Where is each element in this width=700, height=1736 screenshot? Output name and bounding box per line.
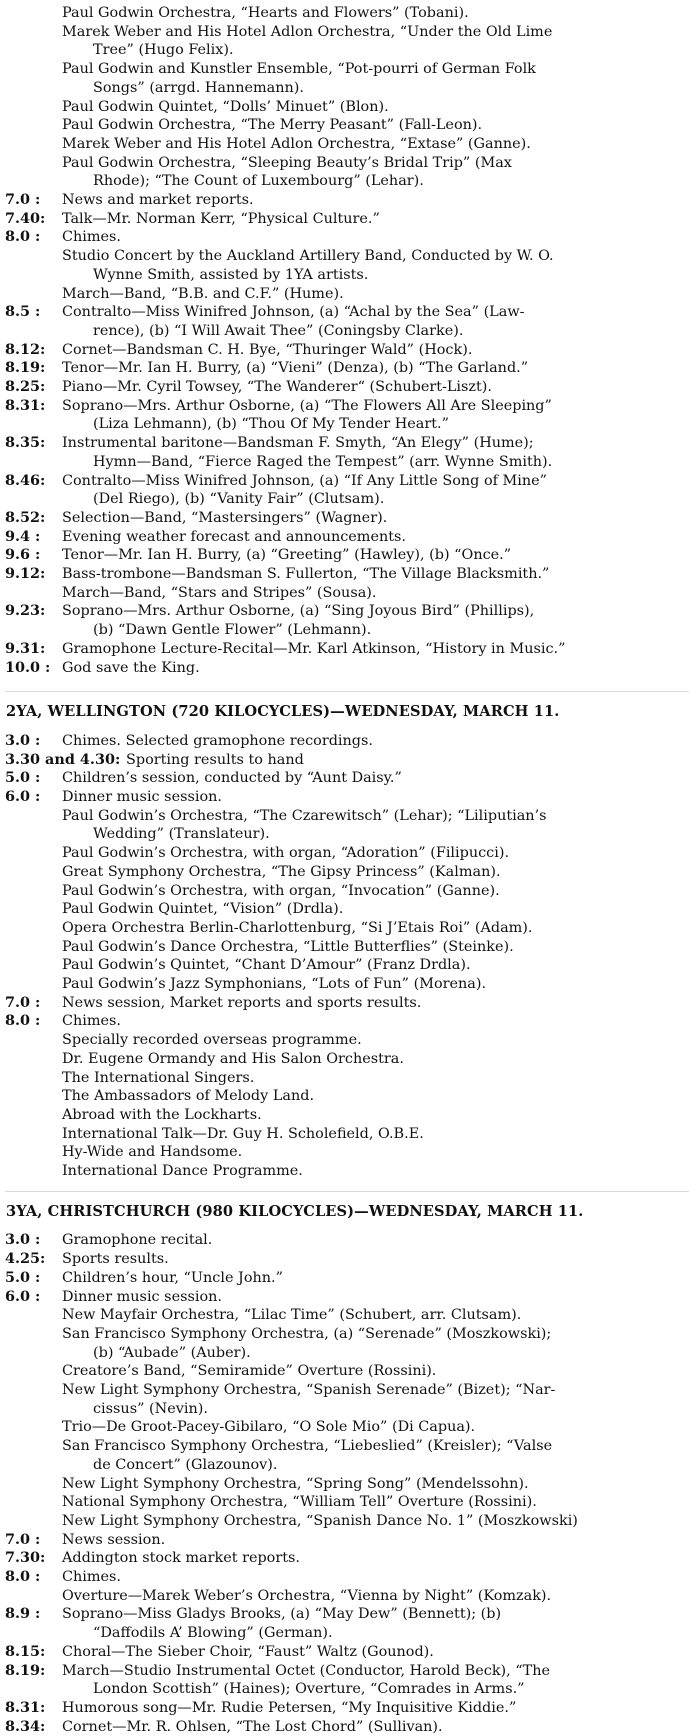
programme-line (0, 956, 690, 974)
programme-line (0, 825, 690, 843)
programme-line (0, 1699, 690, 1717)
programme-text: The International Singers. (62, 1069, 255, 1086)
programme-line (0, 41, 690, 59)
programme-line (0, 154, 690, 172)
station-heading (0, 703, 690, 721)
programme-time: 8.0 : (5, 1568, 41, 1585)
programme-line (0, 1493, 690, 1511)
programme-line (0, 228, 690, 246)
programme-line (0, 135, 690, 153)
programme-line (0, 1662, 690, 1680)
programme-line (0, 1162, 690, 1180)
programme-text: Paul Godwin’s Orchestra, “The Czarewitsch” (Lehar); “Liliputian’s (62, 807, 547, 824)
programme-text: Dinner music session. (62, 789, 222, 805)
programme-line (0, 1362, 690, 1380)
programme-text: Chimes. Selected gramophone recordings. (62, 732, 373, 749)
programme-text: March—Studio Instrumental Octet (Conductor, Harold Beck), “The (62, 1662, 551, 1679)
programme-text: News session. (62, 1531, 166, 1548)
programme-line (0, 1050, 690, 1068)
programme-time: 8.34: (5, 1717, 46, 1735)
programme-line (0, 1012, 690, 1030)
programme-text: Paul Godwin Orchestra, “Sleeping Beauty’s Bridal Trip” (Max (62, 154, 512, 171)
programme-line (0, 1250, 690, 1268)
programme-text: Rhode); “The Count of Luxembourg” (Lehar). (93, 173, 424, 190)
programme-line (0, 210, 690, 228)
programme-text: New Mayfair Orchestra, “Lilac Time” (Schubert, arr. Clutsam). (62, 1307, 522, 1324)
programme-line (0, 546, 690, 564)
section-divider (5, 1191, 689, 1192)
programme-text: Paul Godwin’s Dance Orchestra, “Little Butterflies” (Steinke). (62, 938, 514, 955)
programme-text: News and market reports. (62, 192, 254, 208)
programme-time: 8.31: (5, 396, 46, 414)
programme-text: Paul Godwin’s Jazz Symphonians, “Lots of Fun” (Morena). (62, 976, 487, 992)
programme-line (0, 1031, 690, 1049)
programme-time: 8.19: (5, 1661, 46, 1679)
programme-time: 7.0 : (5, 993, 41, 1011)
programme-line (0, 1381, 690, 1399)
programme-line (0, 191, 690, 209)
programme-line (0, 378, 690, 396)
programme-time: 7.30: (5, 1549, 46, 1567)
programme-text: March—Band, “B.B. and C.F.” (Hume). (62, 285, 344, 302)
programme-time: 6.0 : (5, 788, 41, 805)
programme-text: Soprano—Miss Gladys Brooks, (a) “May Dew” (Bennett); (b) (62, 1606, 502, 1623)
programme-text: Selection—Band, “Mastersingers” (Wagner). (62, 509, 388, 526)
programme-text: Studio Concert by the Auckland Artillery Band, Conducted by W. O. (62, 248, 554, 265)
programme-line (0, 453, 690, 471)
programme-line (0, 60, 690, 78)
programme-line (0, 1344, 690, 1362)
programme-time: 7.40: (5, 209, 46, 227)
programme-time: 8.35: (5, 434, 46, 452)
programme-line (0, 397, 690, 415)
programme-line (0, 938, 690, 956)
programme-text: Talk—Mr. Norman Kerr, “Physical Culture.” (62, 210, 380, 227)
programme-line (0, 1456, 690, 1474)
programme-line (0, 359, 690, 377)
programme-text: Great Symphony Orchestra, “The Gipsy Princess” (Kalman). (62, 863, 501, 880)
programme-text: Paul Godwin’s Orchestra, with organ, “Adoration” (Filipucci). (62, 845, 510, 862)
programme-time: 8.25: (5, 378, 46, 395)
programme-line (0, 1568, 690, 1586)
programme-text: Creatore’s Band, “Semiramide” Overture (Rossini). (62, 1363, 437, 1380)
programme-line (0, 1087, 690, 1105)
programme-time: 8.19: (5, 359, 46, 377)
programme-time: 4.25: (5, 1250, 46, 1268)
programme-text: Contralto—Miss Winifred Johnson, (a) “Achal by the Sea” (Law- (62, 304, 525, 321)
programme-text: Wedding” (Translateur). (93, 826, 270, 843)
station-heading-text: 2YA, WELLINGTON (720 KILOCYCLES)—WEDNESDAY, MARCH 11. (6, 703, 560, 721)
programme-time: 8.31: (5, 1698, 46, 1716)
programme-text: Sporting results to hand (126, 751, 304, 768)
programme-line (0, 1475, 690, 1493)
programme-time: 8.5 : (5, 303, 41, 321)
programme-time: 6.0 : (5, 1287, 41, 1305)
programme-text: Children’s session, conducted by “Aunt Daisy.” (62, 770, 402, 787)
programme-line (0, 732, 690, 750)
programme-line (0, 1680, 690, 1698)
programme-text: Dr. Eugene Ormandy and His Salon Orchestra. (62, 1050, 404, 1067)
programme-text: Humorous song—Mr. Rudie Petersen, “My Inquisitive Kiddie.” (62, 1699, 517, 1716)
programme-text: Tree” (Hugo Felix). (93, 42, 234, 59)
programme-line (0, 434, 690, 452)
programme-text: Children’s hour, “Uncle John.” (62, 1269, 283, 1286)
programme-line (0, 1512, 690, 1530)
programme-line (0, 751, 690, 769)
programme-line (0, 490, 690, 508)
programme-text: National Symphony Orchestra, “William Tell” Overture (Rossini). (62, 1494, 537, 1511)
programme-line (0, 1306, 690, 1324)
programme-text: Choral—The Sieber Choir, “Faust” Waltz (Gounod). (62, 1643, 434, 1660)
programme-time: 8.0 : (5, 228, 41, 246)
programme-text: Marek Weber and His Hotel Adlon Orchestra, “Extase” (Ganne). (62, 135, 531, 152)
programme-line (0, 1400, 690, 1418)
programme-time: 9.4 : (5, 527, 41, 545)
programme-time: 9.23: (5, 602, 46, 620)
programme-line (0, 565, 690, 583)
programme-line (0, 247, 690, 265)
programme-line (0, 472, 690, 490)
programme-line (0, 528, 690, 546)
programme-time: 8.9 : (5, 1605, 41, 1623)
programme-text: de Concert” (Glazounov). (93, 1456, 278, 1473)
programme-time: 7.0 : (5, 1530, 41, 1548)
programme-line (0, 509, 690, 527)
programme-text: Bass-trombone—Bandsman S. Fullerton, “The Village Blacksmith.” (62, 566, 550, 582)
programme-line (0, 769, 690, 787)
station-heading-text: 3YA, CHRISTCHURCH (980 KILOCYCLES)—WEDNESDAY, MARCH 11. (6, 1202, 584, 1220)
programme-line (0, 116, 690, 134)
programme-line (0, 1288, 690, 1306)
programme-line (0, 1531, 690, 1549)
programme-line (0, 807, 690, 825)
programme-text: Gramophone recital. (62, 1232, 213, 1249)
programme-line (0, 1549, 690, 1567)
programme-text: International Talk—Dr. Guy H. Scholefield, O.B.E. (62, 1125, 424, 1142)
programme-text: International Dance Programme. (62, 1163, 303, 1179)
programme-line (0, 1269, 690, 1287)
programme-line (0, 1125, 690, 1143)
programme-line (0, 23, 690, 41)
programme-text: Addington stock market reports. (62, 1550, 300, 1567)
programme-text: Chimes. (62, 1013, 122, 1030)
programme-text: Hy-Wide and Handsome. (62, 1144, 243, 1161)
programme-line (0, 1418, 690, 1436)
programme-text: God save the King. (62, 659, 200, 676)
programme-line (0, 4, 690, 22)
programme-time: 8.15: (5, 1642, 46, 1660)
programme-time: 8.52: (5, 508, 46, 526)
programme-line (0, 640, 690, 658)
programme-line (0, 1106, 690, 1124)
programme-text: London Scottish” (Haines); Overture, “Comrades in Arms.” (93, 1681, 525, 1698)
programme-text: (Liza Lehmann), (b) “Thou Of My Tender Heart.” (93, 416, 449, 433)
programme-text: Paul Godwin Orchestra, “The Merry Peasant” (Fall-Leon). (62, 117, 483, 134)
programme-text: New Light Symphony Orchestra, “Spanish Serenade” (Bizet); “Nar- (62, 1382, 556, 1398)
programme-line (0, 98, 690, 116)
programme-line (0, 1718, 690, 1736)
programme-text: Chimes. (62, 1569, 122, 1585)
programme-line (0, 994, 690, 1012)
programme-line (0, 788, 690, 806)
programme-text: Trio—De Groot-Pacey-Gibilaro, “O Sole Mio” (Di Capua). (62, 1419, 476, 1436)
programme-line (0, 172, 690, 190)
programme-text: Paul Godwin’s Orchestra, with organ, “Invocation” (Ganne). (62, 882, 500, 899)
programme-time: 5.0 : (5, 769, 41, 787)
section-divider (5, 691, 689, 692)
programme-time: 5.0 : (5, 1268, 41, 1286)
programme-text: Abroad with the Lockharts. (62, 1106, 262, 1123)
programme-line (0, 79, 690, 97)
programme-text: Paul Godwin’s Quintet, “Chant D’Amour” (Franz Drdla). (62, 957, 471, 974)
programme-line (0, 303, 690, 321)
programme-text: Tenor—Mr. Ian H. Burry, (a) “Vieni” (Denza), (b) “The Garland.” (62, 360, 529, 377)
programme-time: 3.0 : (5, 1231, 41, 1249)
programme-time: 9.31: (5, 639, 46, 657)
programme-text: Paul Godwin Quintet, “Vision” (Drdla). (62, 901, 344, 918)
programme-line (0, 1437, 690, 1455)
programme-line (0, 1231, 690, 1249)
programme-text: Contralto—Miss Winifred Johnson, (a) “If Any Little Song of Mine” (62, 472, 547, 489)
programme-text: Songs” (arrgd. Hannemann). (93, 79, 304, 96)
programme-line (0, 844, 690, 862)
programme-line (0, 659, 690, 677)
programme-time: 8.46: (5, 471, 46, 489)
programme-line (0, 285, 690, 303)
programme-line (0, 1587, 690, 1605)
programme-time: 3.0 : (5, 731, 41, 749)
programme-text: (b) “Aubade” (Auber). (93, 1344, 251, 1361)
programme-text: rence), (b) “I Will Await Thee” (Coningsby Clarke). (93, 322, 464, 339)
programme-text: (Del Riego), (b) “Vanity Fair” (Clutsam). (93, 491, 385, 508)
programme-line (0, 415, 690, 433)
programme-time: 9.6 : (5, 546, 41, 564)
programme-text: Soprano—Mrs. Arthur Osborne, (a) “Sing Joyous Bird” (Phillips), (62, 603, 535, 620)
station-heading (0, 1203, 690, 1221)
programme-text: San Francisco Symphony Orchestra, “Liebeslied” (Kreisler); “Valse (62, 1438, 553, 1455)
programme-line (0, 602, 690, 620)
programme-line (0, 1624, 690, 1642)
programme-line (0, 322, 690, 340)
programme-time: 8.0 : (5, 1012, 41, 1030)
programme-text: Instrumental baritone—Bandsman F. Smyth, “An Elegy” (Hume); (62, 435, 534, 452)
programme-time: 3.30 and 4.30: (5, 750, 121, 768)
programme-line (0, 882, 690, 900)
programme-text: News session, Market reports and sports results. (62, 994, 422, 1011)
programme-text: Wynne Smith, assisted by 1YA artists. (93, 266, 369, 283)
programme-text: Specially recorded overseas programme. (62, 1032, 362, 1049)
programme-text: cissus” (Nevin). (93, 1400, 208, 1417)
programme-text: Tenor—Mr. Ian H. Burry, (a) “Greeting” (Hawley), (b) “Once.” (62, 547, 512, 564)
programme-line (0, 266, 690, 284)
programme-time: 10.0 : (5, 658, 51, 676)
programme-line (0, 900, 690, 918)
programme-text: March—Band, “Stars and Stripes” (Sousa). (62, 584, 377, 601)
programme-line (0, 584, 690, 602)
programme-text: Cornet—Bandsman C. H. Bye, “Thuringer Wald” (Hock). (62, 341, 473, 358)
programme-text: The Ambassadors of Melody Land. (62, 1088, 315, 1105)
programme-line (0, 863, 690, 881)
programme-line (0, 919, 690, 937)
programme-text: Paul Godwin Orchestra, “Hearts and Flowers” (Tobani). (62, 5, 469, 21)
programme-time: 8.12: (5, 340, 46, 358)
programme-text: “Daffodils A’ Blowing” (German). (93, 1625, 333, 1642)
programme-text: New Light Symphony Orchestra, “Spring Song” (Mendelssohn). (62, 1475, 529, 1492)
programme-text: Marek Weber and His Hotel Adlon Orchestra, “Under the Old Lime (62, 23, 553, 40)
programme-text: Overture—Marek Weber’s Orchestra, “Vienna by Night” (Komzak). (62, 1587, 552, 1604)
programme-text: Sports results. (62, 1251, 169, 1268)
programme-line (0, 621, 690, 639)
programme-text: (b) “Dawn Gentle Flower” (Lehmann). (93, 622, 372, 639)
programme-text: New Light Symphony Orchestra, “Spanish Dance No. 1” (Moszkowski) (62, 1512, 578, 1529)
programme-time: 9.12: (5, 565, 46, 582)
programme-line (0, 1143, 690, 1161)
programme-text: Piano—Mr. Cyril Towsey, “The Wanderer“ (Schubert-Liszt). (62, 379, 492, 395)
programme-text: Soprano—Mrs. Arthur Osborne, (a) “The Flowers All Are Sleeping” (62, 397, 552, 414)
programme-line (0, 1325, 690, 1343)
programme-line (0, 1605, 690, 1623)
programme-line (0, 341, 690, 359)
programme-text: Gramophone Lecture-Recital—Mr. Karl Atkinson, “History in Music.” (62, 640, 566, 657)
programme-text: Chimes. (62, 229, 122, 246)
programme-line (0, 1643, 690, 1661)
programme-text: Dinner music session. (62, 1288, 222, 1305)
programme-line (0, 1069, 690, 1087)
programme-text: Opera Orchestra Berlin-Charlottenburg, “Si J’Etais Roi” (Adam). (62, 919, 533, 936)
programme-text: Paul Godwin and Kunstler Ensemble, “Pot-pourri of German Folk (62, 61, 536, 78)
programme-time: 7.0 : (5, 191, 41, 208)
programme-text: San Francisco Symphony Orchestra, (a) “Serenade” (Moszkowski); (62, 1325, 552, 1342)
programme-line (0, 975, 690, 993)
programme-text: Evening weather forecast and announcements. (62, 528, 406, 545)
programme-text: Cornet—Mr. R. Ohlsen, “The Lost Chord” (Sullivan). (62, 1718, 443, 1735)
programme-text: Hymn—Band, “Fierce Raged the Tempest” (arr. Wynne Smith). (93, 453, 553, 470)
programme-text: Paul Godwin Quintet, “Dolls’ Minuet” (Blon). (62, 98, 389, 115)
